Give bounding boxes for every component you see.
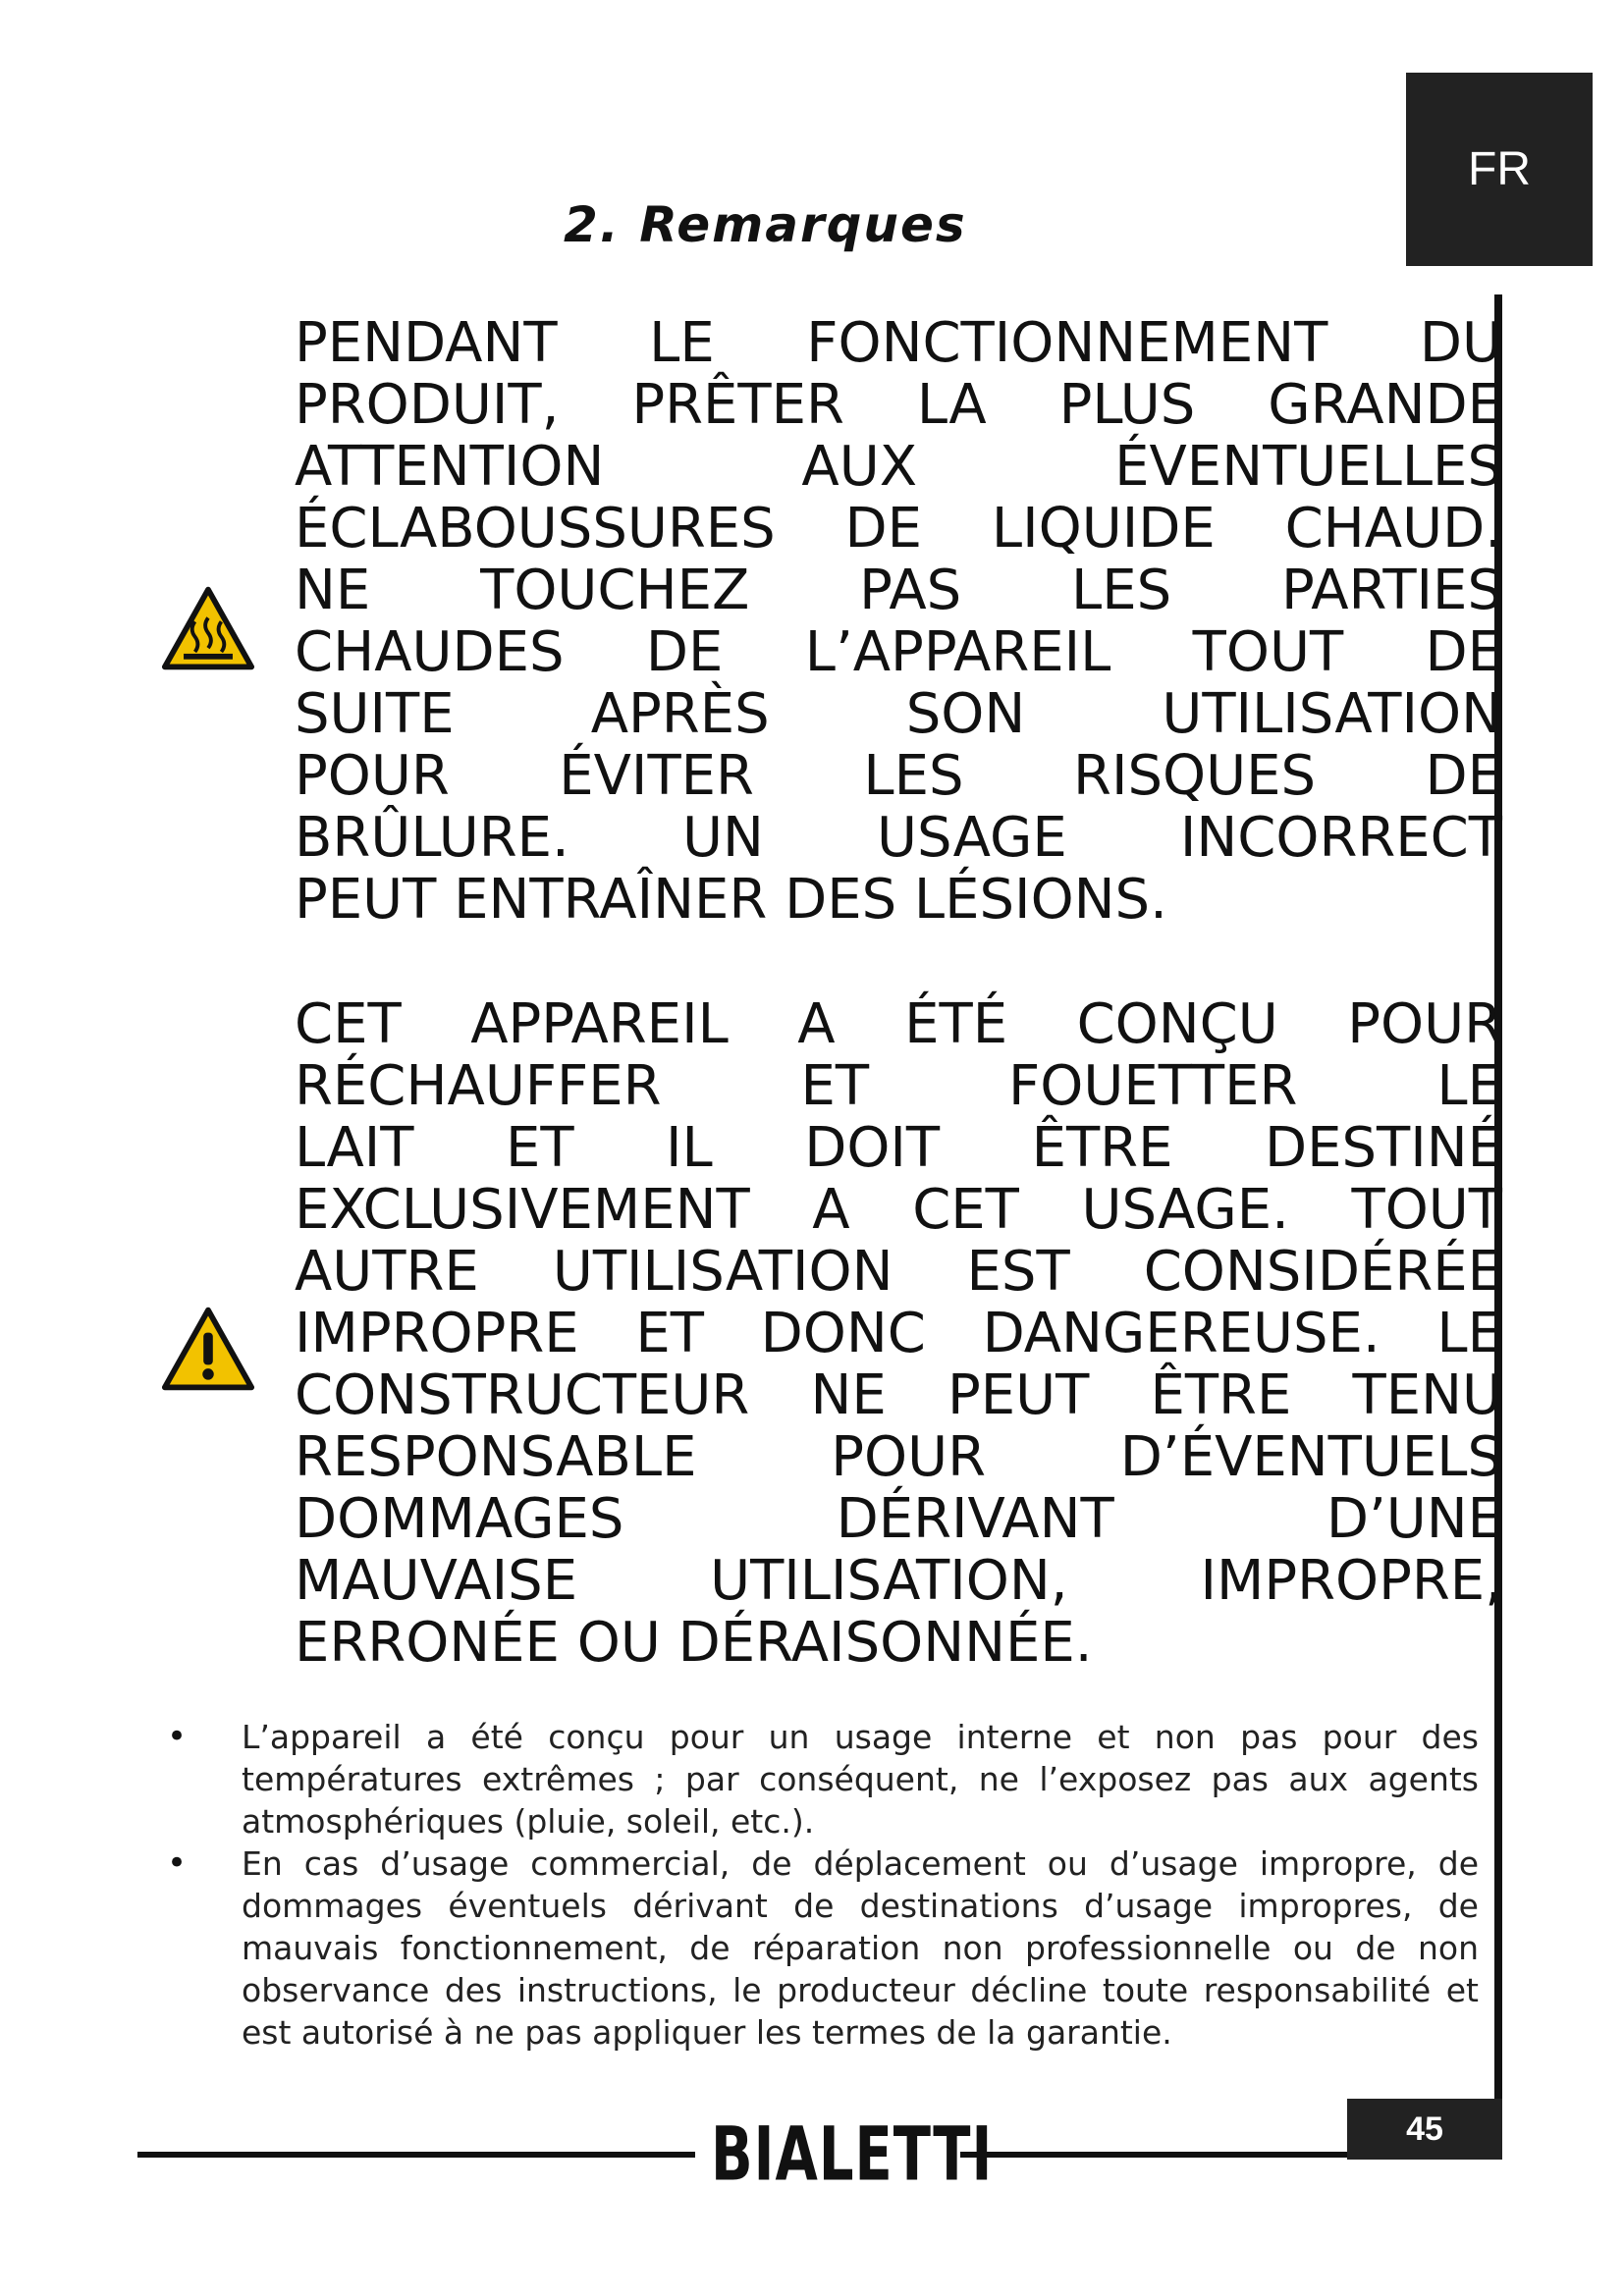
warning-line: PEUT ENTRAÎNER DES LÉSIONS. [295,868,1167,932]
warning-line: CET APPAREIL A ÉTÉ CONÇU POUR [295,992,1502,1056]
warning-line: NE TOUCHEZ PAS LES PARTIES [295,559,1502,622]
warning-line: EXCLUSIVEMENT A CET USAGE. TOUT [295,1178,1502,1242]
page-number [1347,2099,1502,2160]
bullet-icon: • [167,1843,188,1883]
language-tab-label: FR [1468,143,1531,195]
warning-line: ERRONÉE OU DÉRAISONNÉE. [295,1611,1093,1675]
general-warning-icon [161,1306,255,1392]
warning-line: BRÛLURE. UN USAGE INCORRECT [295,806,1502,870]
notes-list [167,1716,1479,2054]
warning-line: CONSTRUCTEUR NE PEUT ÊTRE TENU [295,1363,1502,1427]
language-tab [1406,73,1593,266]
warning-block-intended-use [295,993,1502,1674]
warning-line: IMPROPRE ET DONC DANGEREUSE. LE [295,1302,1502,1365]
warning-line: ATTENTION AUX ÉVENTUELLES [295,435,1502,499]
brand-logo [695,2101,994,2209]
brand-logo-text: BIALETTI [711,2111,994,2198]
warning-line: POUR ÉVITER LES RISQUES DE [295,744,1502,808]
note-item [167,1842,1479,2054]
hot-surface-warning-icon [161,585,255,671]
warning-line: AUTRE UTILISATION EST CONSIDÉRÉE [295,1240,1502,1304]
note-item [167,1716,1479,1842]
warning-line: MAUVAISE UTILISATION, IMPROPRE, [295,1549,1502,1613]
warning-line: SUITE APRÈS SON UTILISATION [295,682,1502,746]
note-text: En cas d’usage commercial, de déplacement ou d’usage impropre, de dommages éventuels dérivant de destinations d’usage impropres, de mauvais fonctionnement, de réparation non professionnelle ou de non observance des instructions, le producteur décline toute responsabilité et est autorisé à ne pas appliquer les termes de la garantie. [242,1844,1479,2052]
page-number-label: 45 [1406,2109,1443,2148]
warning-block-hot-surface [295,312,1502,931]
warning-line: DOMMAGES DÉRIVANT D’UNE [295,1487,1502,1551]
warning-line: LAIT ET IL DOIT ÊTRE DESTINÉ [295,1116,1502,1180]
warning-line: CHAUDES DE L’APPAREIL TOUT DE [295,620,1502,684]
warning-line: ÉCLABOUSSURES DE LIQUIDE CHAUD. [295,497,1502,561]
warning-line: PENDANT LE FONCTIONNEMENT DU [295,311,1502,375]
note-text: L’appareil a été conçu pour un usage interne et non pas pour des températures extrêmes ; par conséquent, ne l’exposez pas aux agents atmosphériques (pluie, soleil, etc.). [242,1718,1479,1841]
warning-line: PRODUIT, PRÊTER LA PLUS GRANDE [295,373,1502,437]
bullet-icon: • [167,1717,188,1756]
warning-line: RÉCHAUFFER ET FOUETTER LE [295,1054,1502,1118]
warning-line: RESPONSABLE POUR D’ÉVENTUELS [295,1425,1502,1489]
section-title: 2. Remarques [564,196,967,253]
